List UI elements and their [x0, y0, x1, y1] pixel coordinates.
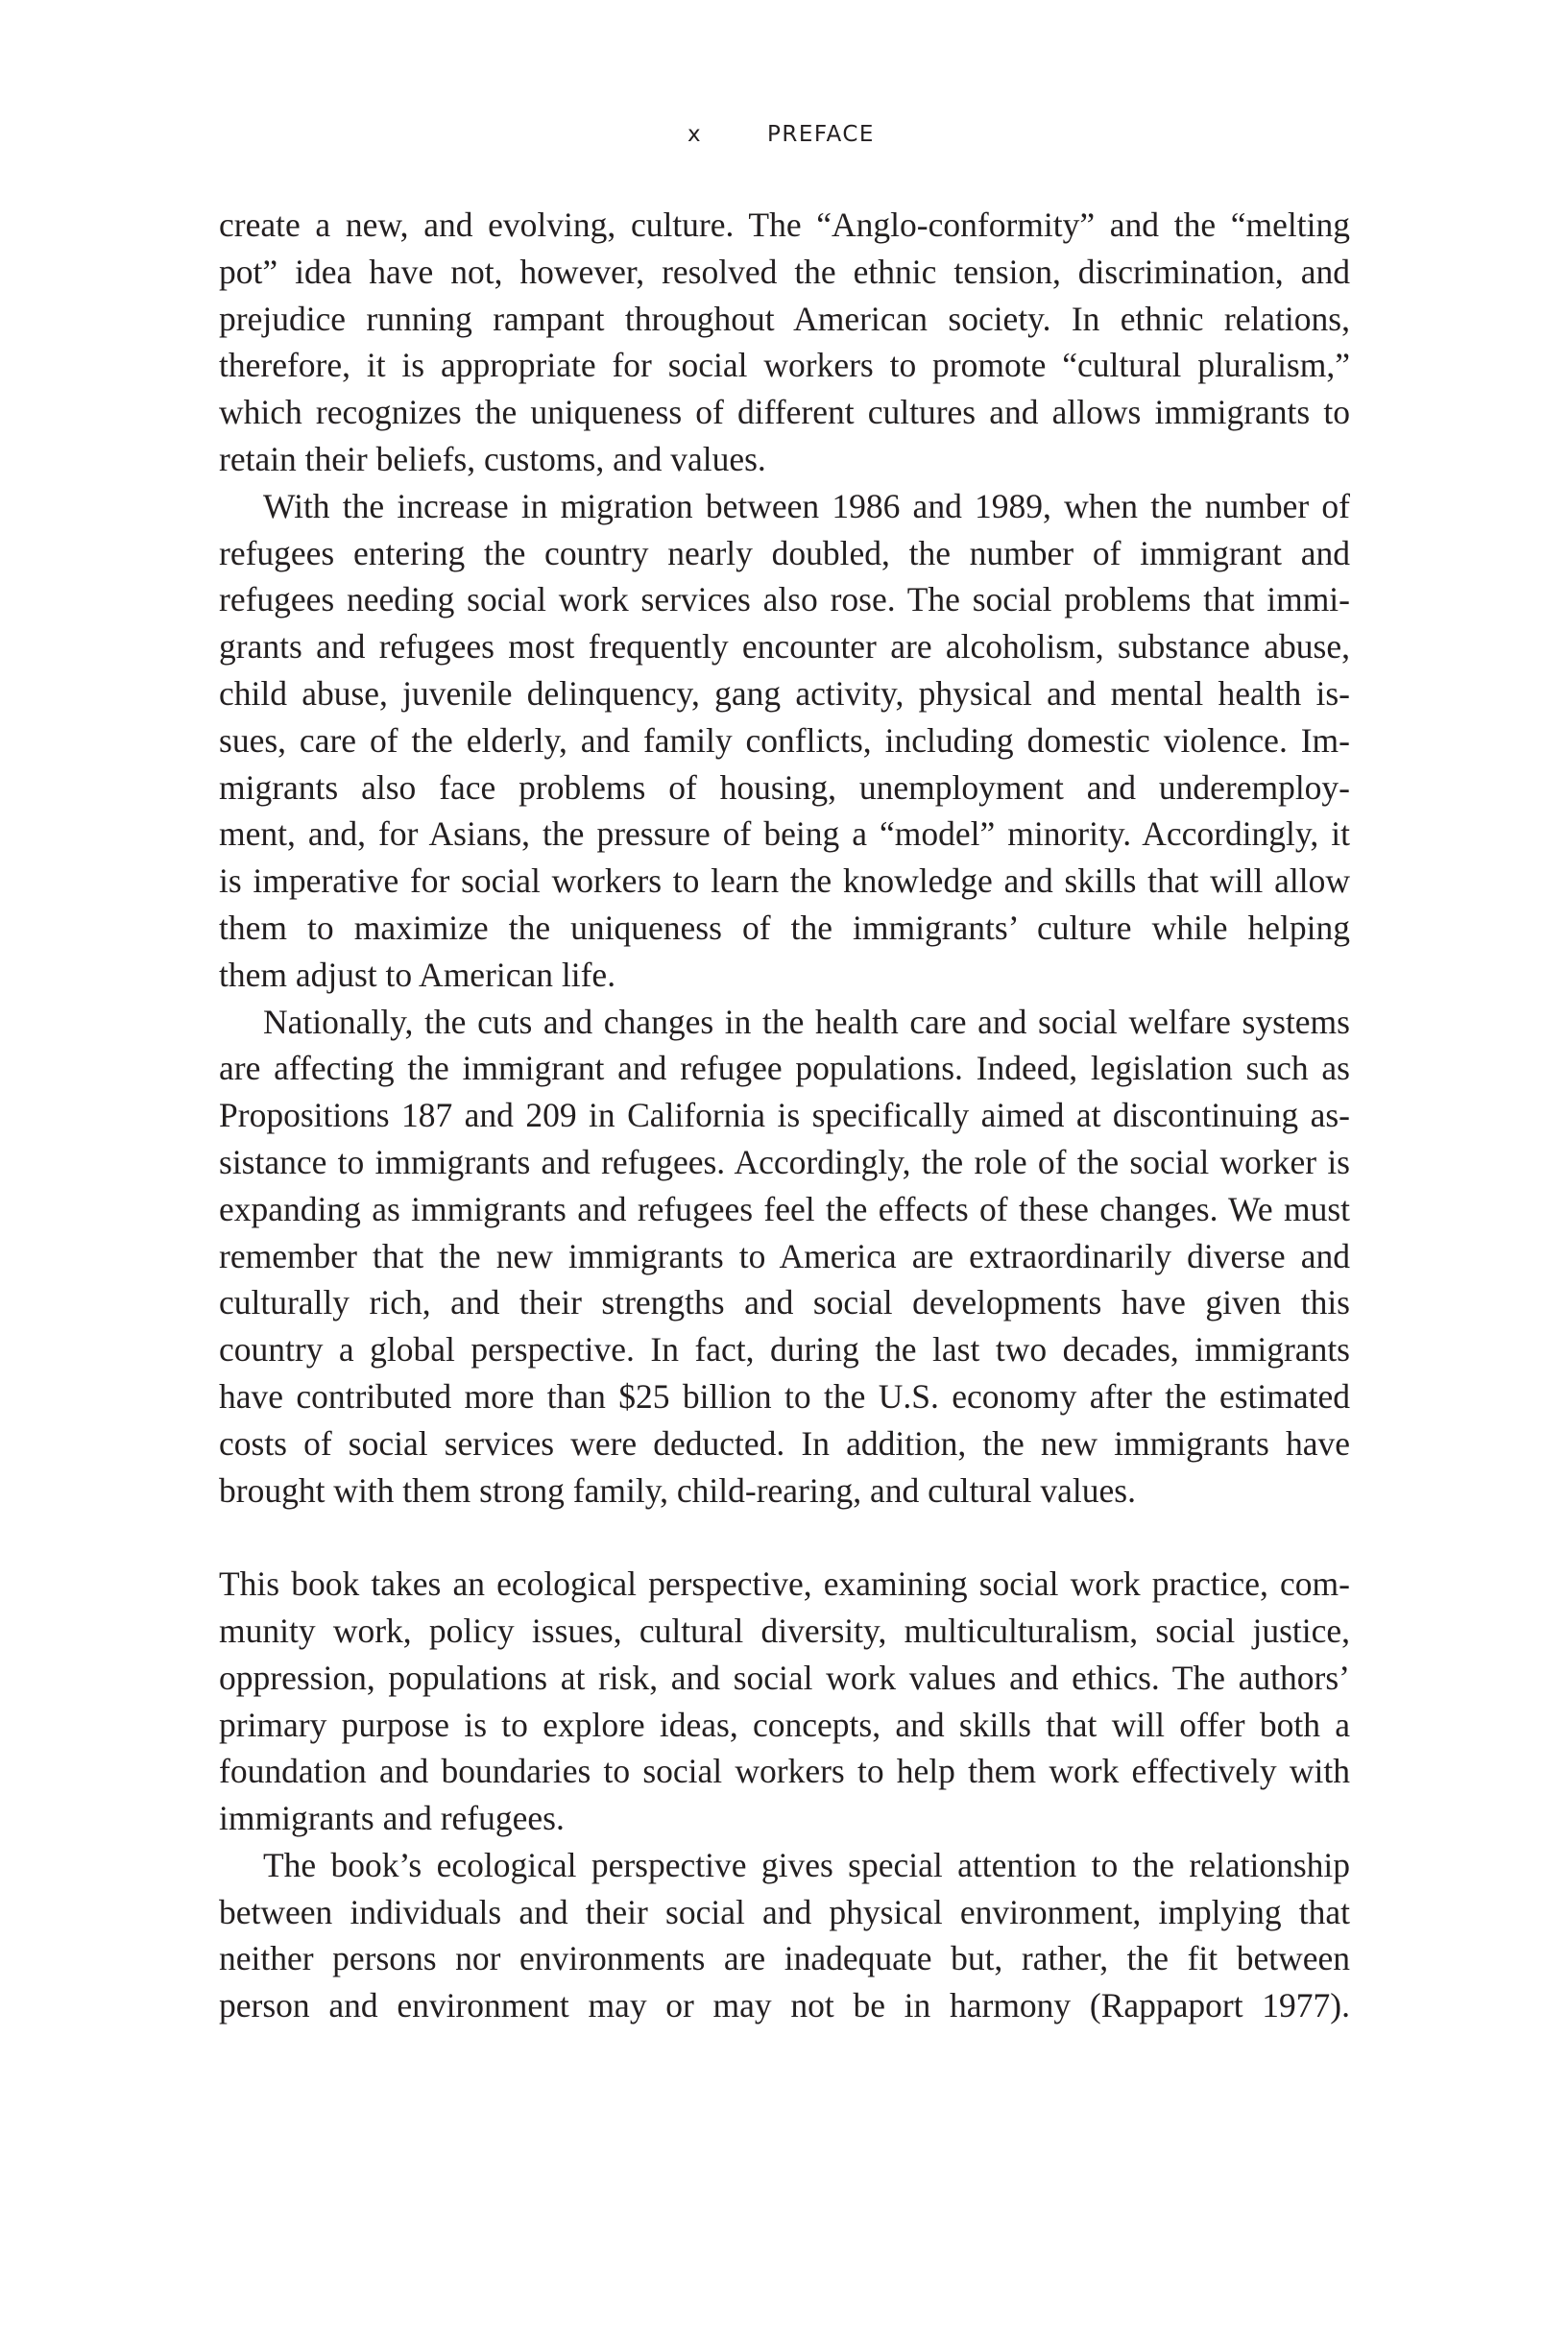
- text-line: neither persons nor environments are inadequate but, rather, the fit between: [219, 1939, 1350, 1978]
- text-line: retain their beliefs, customs, and values.: [219, 439, 766, 478]
- paragraph-ecological-perspective: [219, 1842, 1350, 2029]
- paragraph-migration-increase: [219, 483, 1350, 999]
- text-line: create a new, and evolving, culture. The “Anglo-conformity” and the “melting: [219, 206, 1350, 244]
- text-line: primary purpose is to explore ideas, concepts, and skills that will offer both a: [219, 1705, 1350, 1744]
- paragraph-book-perspective: [219, 1561, 1350, 1842]
- text-line: prejudice running rampant throughout American society. In ethnic relations,: [219, 299, 1350, 338]
- text-line: pot” idea have not, however, resolved the ethnic tension, discrimination, and: [219, 252, 1350, 291]
- text-line: grants and refugees most frequently encounter are alcoholism, substance abuse,: [219, 627, 1350, 667]
- text-line: munity work, policy issues, cultural diversity, multiculturalism, social justice,: [219, 1611, 1350, 1650]
- paragraph-cultural-pluralism: [219, 202, 1350, 483]
- text-line: ment, and, for Asians, the pressure of being a “model” minority. Accordingly, it: [219, 814, 1350, 854]
- text-line: refugees entering the country nearly doubled, the number of immigrant and: [219, 533, 1350, 572]
- text-line: The book’s ecological perspective gives special attention to the relationship: [263, 1845, 1350, 1884]
- text-line: costs of social services were deducted. In addition, the new immigrants have: [219, 1423, 1350, 1463]
- body-text: [219, 202, 1350, 2029]
- text-line: sistance to immigrants and refugees. Accordingly, the role of the social worker is: [219, 1142, 1350, 1181]
- text-line: sues, care of the elderly, and family conflicts, including domestic violence. Im-: [219, 720, 1350, 760]
- running-head: [0, 122, 1568, 157]
- text-line: person and environment may or may not be in harmony (Rappaport 1977).: [219, 1986, 1350, 2025]
- text-line: child abuse, juvenile delinquency, gang activity, physical and mental health is-: [219, 673, 1350, 713]
- text-line: remember that the new immigrants to America are extraordinarily diverse and: [219, 1236, 1350, 1275]
- text-line: foundation and boundaries to social workers to help them work effectively with: [219, 1752, 1350, 1791]
- text-line: With the increase in migration between 1986 and 1989, when the number of: [263, 486, 1350, 525]
- text-line: between individuals and their social and physical environment, implying that: [219, 1892, 1350, 1931]
- text-line: are affecting the immigrant and refugee populations. Indeed, legislation such as: [219, 1049, 1350, 1088]
- text-line: refugees needing social work services also rose. The social problems that immi-: [219, 580, 1350, 619]
- text-line: immigrants and refugees.: [219, 1799, 565, 1838]
- text-line: oppression, populations at risk, and social work values and ethics. The authors’: [219, 1658, 1350, 1697]
- text-line: them to maximize the uniqueness of the immigrants’ culture while helping: [219, 908, 1350, 947]
- text-line: them adjust to American life.: [219, 955, 616, 994]
- text-line: therefore, it is appropriate for social workers to promote “cultural pluralism,”: [219, 346, 1350, 385]
- text-line: This book takes an ecological perspective, examining social work practice, com-: [219, 1564, 1350, 1604]
- text-line: expanding as immigrants and refugees feel the effects of these changes. We must: [219, 1189, 1350, 1228]
- section-title: PREFACE: [767, 122, 875, 147]
- text-line: brought with them strong family, child-rearing, and cultural values.: [219, 1470, 1136, 1510]
- text-line: is imperative for social workers to learn the knowledge and skills that will allow: [219, 861, 1350, 901]
- text-line: which recognizes the uniqueness of different cultures and allows immigrants to: [219, 393, 1350, 432]
- paragraph-national-cuts: [219, 999, 1350, 1515]
- page-number: x: [688, 122, 703, 147]
- text-line: culturally rich, and their strengths and social developments have given this: [219, 1283, 1350, 1322]
- text-line: have contributed more than $25 billion to the U.S. economy after the estimated: [219, 1376, 1350, 1416]
- text-line: country a global perspective. In fact, during the last two decades, immigrants: [219, 1330, 1350, 1370]
- text-line: Propositions 187 and 209 in California is specifically aimed at discontinuing as-: [219, 1096, 1350, 1135]
- text-line: Nationally, the cuts and changes in the health care and social welfare systems: [263, 1002, 1350, 1041]
- text-line: migrants also face problems of housing, unemployment and underemploy-: [219, 767, 1350, 807]
